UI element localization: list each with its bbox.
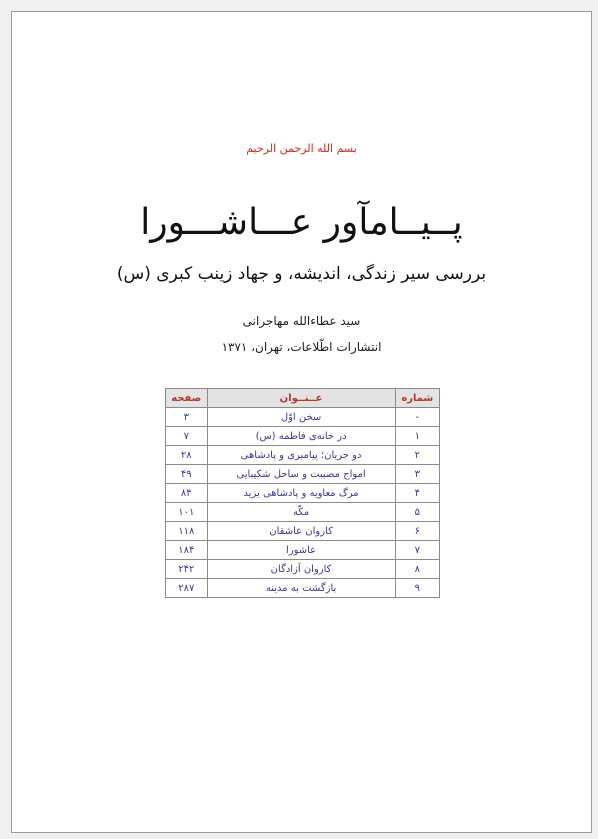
toc-cell-number: ۳ — [395, 465, 439, 484]
table-row — [166, 484, 440, 503]
table-row — [166, 579, 440, 598]
toc-cell-number: ۱ — [395, 427, 439, 446]
toc-cell-page: ۲۴۲ — [166, 560, 208, 579]
toc-cell-page: ۱۸۴ — [166, 541, 208, 560]
toc-cell-title: سخن اوّل — [207, 408, 395, 427]
table-row — [166, 408, 440, 427]
toc-cell-number: ۹ — [395, 579, 439, 598]
table-row — [166, 560, 440, 579]
toc-cell-title: در خانه‌ی فاطمه (س) — [207, 427, 395, 446]
toc-cell-number: ۷ — [395, 541, 439, 560]
toc-cell-number: ۲ — [395, 446, 439, 465]
toc-cell-title: امواج مصیبت و ساحل شکیبایی — [207, 465, 395, 484]
toc-cell-page: ۷ — [166, 427, 208, 446]
toc-header-number: شماره — [395, 389, 439, 408]
book-subtitle: بررسی سیر زندگی، اندیشه، و جهاد زینب کبری (س) — [116, 264, 487, 284]
toc-cell-page: ۳ — [166, 408, 208, 427]
toc-cell-number: ۵ — [395, 503, 439, 522]
toc-header-row — [166, 389, 440, 408]
toc-cell-number: - — [395, 408, 439, 427]
toc-cell-number: ۶ — [395, 522, 439, 541]
toc-cell-title: عاشورا — [207, 541, 395, 560]
toc-cell-title: مکّه — [207, 503, 395, 522]
toc-cell-number: ۴ — [395, 484, 439, 503]
table-row — [166, 503, 440, 522]
toc-cell-title: دو جریان؛ پیامبری و پادشاهی — [207, 446, 395, 465]
toc-cell-page: ۲۸۷ — [166, 579, 208, 598]
table-row — [166, 427, 440, 446]
basmala: بسم الله الرحمن الرحیم — [246, 142, 357, 155]
publisher-info: انتشارات اطّلاعات، تهران، ۱۳۷۱ — [221, 340, 382, 354]
toc-cell-number: ۸ — [395, 560, 439, 579]
toc-cell-page: ۲۸ — [166, 446, 208, 465]
book-title: پــیــامآور عـــاشـــورا — [140, 202, 463, 243]
toc-cell-page: ۸۴ — [166, 484, 208, 503]
toc-cell-title: کاروان عاشقان — [207, 522, 395, 541]
table-row — [166, 465, 440, 484]
table-row — [166, 522, 440, 541]
author-name: سید عطاءالله مهاجرانی — [242, 314, 361, 328]
table-row — [166, 446, 440, 465]
toc-cell-page: ۴۹ — [166, 465, 208, 484]
document-page — [11, 11, 592, 833]
table-of-contents — [165, 388, 440, 598]
table-row — [166, 541, 440, 560]
toc-header-page: صفحه — [166, 389, 208, 408]
toc-cell-title: کاروان آزادگان — [207, 560, 395, 579]
toc-cell-title: مرگ معاویه و پادشاهی یزید — [207, 484, 395, 503]
toc-cell-page: ۱۰۱ — [166, 503, 208, 522]
toc-cell-title: بازگشت به مدینه — [207, 579, 395, 598]
toc-body — [166, 408, 440, 598]
toc-header-title: عــنــوان — [207, 389, 395, 408]
toc-cell-page: ۱۱۸ — [166, 522, 208, 541]
